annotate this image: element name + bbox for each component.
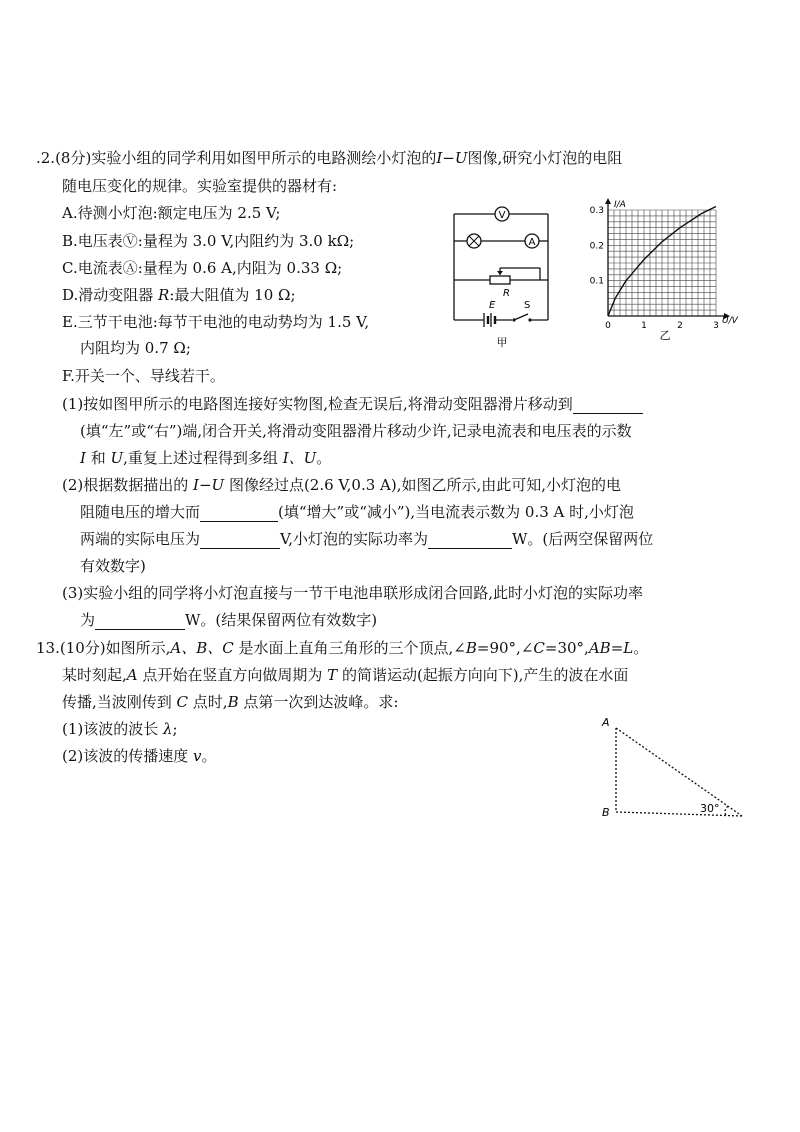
- answer-blank-5[interactable]: [95, 613, 185, 630]
- ammeter-label: A: [528, 237, 536, 248]
- q13-sub1: (1)该波的波长 λ;: [62, 720, 178, 738]
- rheostat-label: R: [503, 288, 510, 299]
- x-tick-label: 3: [713, 321, 719, 331]
- vertex-a-label: A: [602, 716, 610, 729]
- figure-jia-caption: 甲: [496, 336, 508, 349]
- chart-xlabel: U/V: [722, 316, 738, 326]
- circuit-diagram-jia: [448, 200, 568, 350]
- x-tick-label: 0: [605, 321, 611, 331]
- y-tick-label: 0.1: [589, 276, 604, 287]
- q12-item-a: A.待测小灯泡:额定电压为 2.5 V;: [62, 204, 281, 222]
- q13-line3: 传播,当波刚传到 C 点时,B 点第一次到达波峰。求:: [62, 693, 399, 711]
- q12-item-e: E.三节干电池:每节干电池的电动势均为 1.5 V,: [62, 313, 370, 331]
- chart-ylabel: I/A: [614, 200, 626, 210]
- vertex-b-label: B: [602, 806, 610, 819]
- q12-part3-line1: (3)实验小组的同学将小灯泡直接与一节干电池串联形成闭合回路,此时小灯泡的实际功率: [62, 584, 644, 602]
- q12-part2-line4: 有效数字): [80, 557, 146, 575]
- q12-item-d: D.滑动变阻器 R:最大阻值为 10 Ω;: [62, 286, 296, 304]
- q13-line2: 某时刻起,A 点开始在竖直方向做周期为 T 的简谐运动(起振方向向下),产生的波在水面: [62, 666, 629, 684]
- iu-chart-yi: [588, 198, 748, 350]
- triangle-figure: [596, 710, 756, 826]
- voltmeter-label: V: [498, 210, 506, 221]
- x-tick-label: 2: [677, 321, 683, 331]
- q12-part2-line1: (2)根据数据描出的 I−U 图像经过点(2.6 V,0.3 A),如图乙所示,由此可知,小灯泡的电: [62, 476, 622, 494]
- q13-line1: 13.(10分)如图所示,A、B、C 是水面上直角三角形的三个顶点,∠B=90°,∠C=30°,AB=L。: [36, 639, 649, 657]
- q12-part2-line3: 两端的实际电压为 V,小灯泡的实际功率为 W。(后两空保留两位: [80, 530, 654, 548]
- chart-grid: [608, 210, 716, 316]
- q12-stem-line2: 随电压变化的规律。实验室提供的器材有:: [62, 177, 338, 195]
- answer-blank-2[interactable]: [200, 505, 278, 522]
- q12-part3-line2: 为 W。(结果保留两位有效数字): [80, 611, 378, 629]
- q12-part1-line1: (1)按如图甲所示的电路图连接好实物图,检查无误后,将滑动变阻器滑片移动到: [62, 394, 643, 414]
- q12-part1-line2: (填“左”或“右”)端,闭合开关,将滑动变阻器滑片移动少许,记录电流表和电压表的示数: [80, 422, 632, 440]
- x-tick-label: 1: [641, 321, 647, 331]
- q12-stem-line1: .2.(8分)实验小组的同学利用如图甲所示的电路测绘小灯泡的I−U图像,研究小灯泡的电阻: [36, 149, 623, 167]
- angle-c-label: 30°: [700, 802, 720, 815]
- y-tick-label: 0.3: [589, 206, 604, 216]
- q12-part2-line2: 阻随电压的增大而 (填“增大”或“减小”),当电流表示数为 0.3 A 时,小灯泡: [80, 503, 634, 521]
- q12-item-c: C.电流表Ⓐ:量程为 0.6 A,内阻为 0.33 Ω;: [62, 259, 343, 277]
- q12-item-e2: 内阻均为 0.7 Ω;: [80, 339, 191, 357]
- q12-part1-line3: I 和 U,重复上述过程得到多组 I、U。: [80, 449, 332, 467]
- answer-blank-4[interactable]: [428, 532, 512, 549]
- switch-label: S: [524, 300, 531, 311]
- answer-blank-1[interactable]: [573, 397, 643, 414]
- y-tick-label: 0.2: [589, 241, 604, 252]
- chart-title: 乙: [659, 329, 671, 342]
- triangle-side-bc: [616, 812, 742, 816]
- q12-item-f: F.开关一个、导线若干。: [62, 367, 225, 385]
- q12-item-b: B.电压表Ⓥ:量程为 3.0 V,内阻约为 3.0 kΩ;: [62, 232, 355, 250]
- y-axis-arrow: [605, 198, 611, 204]
- battery-label: E: [489, 300, 496, 311]
- q13-sub2: (2)该波的传播速度 v。: [62, 747, 217, 765]
- answer-blank-3[interactable]: [200, 532, 280, 549]
- triangle-side-ac: [616, 728, 742, 816]
